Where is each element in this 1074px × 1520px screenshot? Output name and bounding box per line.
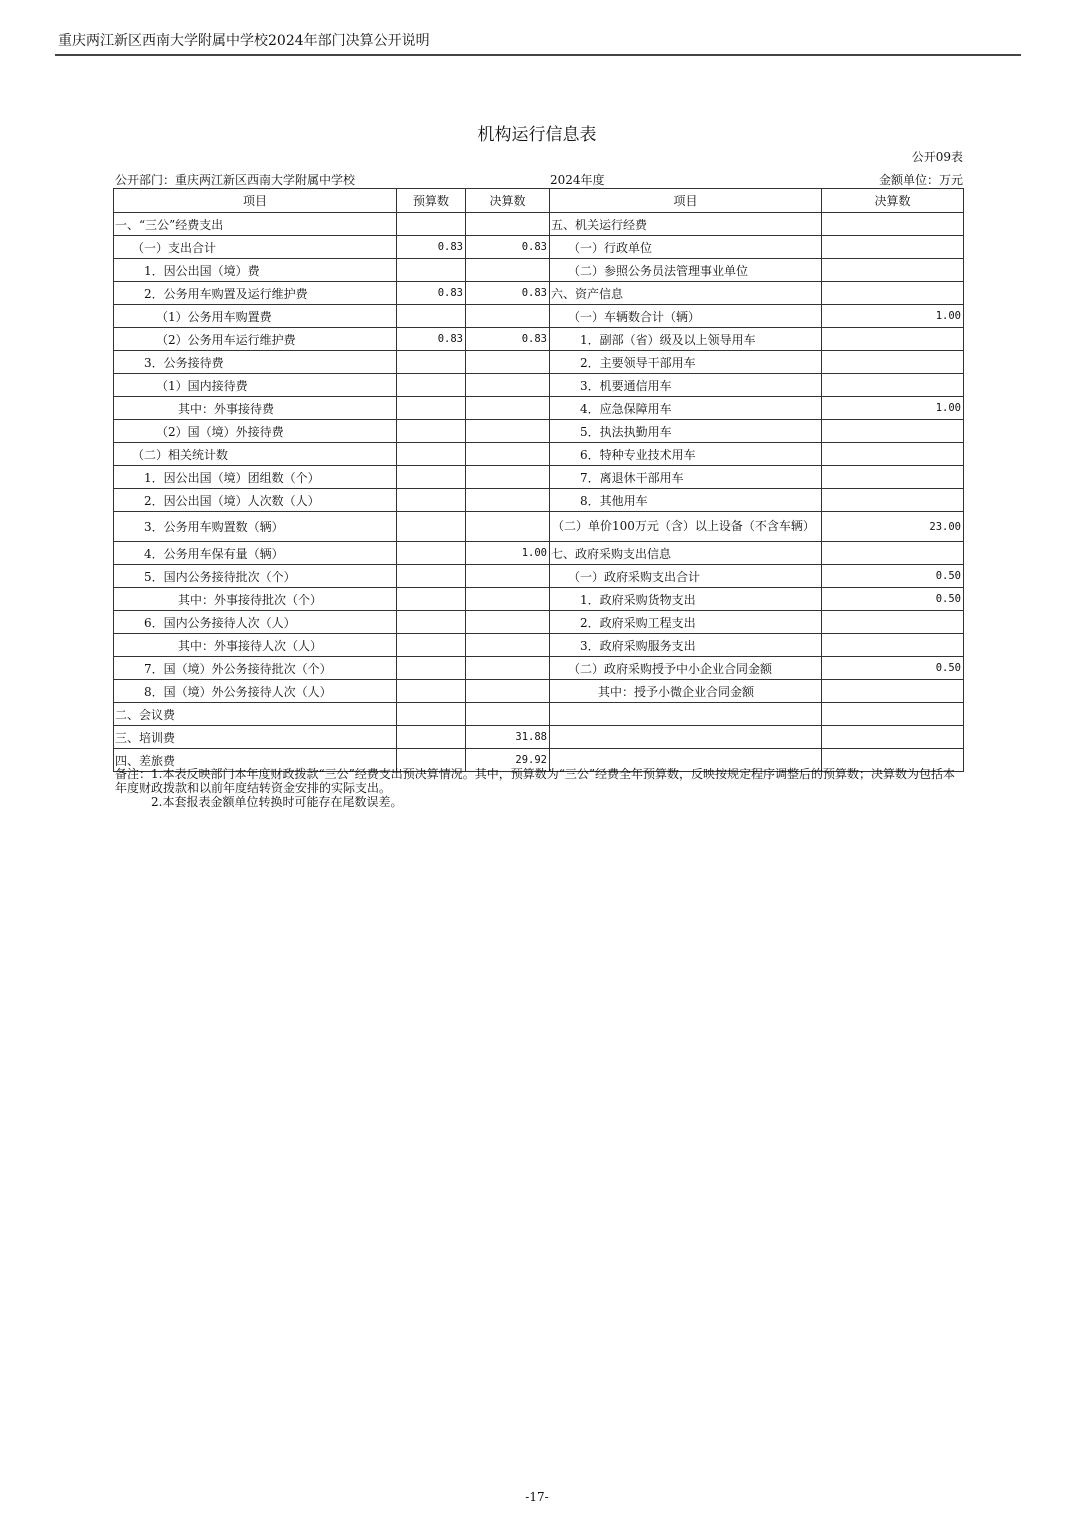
table-header-row <box>114 189 964 213</box>
budget-value: 0.83 <box>397 328 466 351</box>
table-row <box>114 351 964 374</box>
right-value <box>822 443 964 466</box>
table-row <box>114 236 964 259</box>
col-header-final: 决算数 <box>466 189 550 213</box>
right-item: （二）政府采购授予中小企业合同金额 <box>550 657 822 680</box>
right-value: 1.00 <box>822 397 964 420</box>
final-value <box>466 634 550 657</box>
table-notes <box>115 767 963 809</box>
table-row <box>114 512 964 542</box>
budget-value <box>397 420 466 443</box>
table-row <box>114 305 964 328</box>
table-row <box>114 328 964 351</box>
table-number: 公开09表 <box>911 150 963 164</box>
budget-value <box>397 588 466 611</box>
table-row <box>114 489 964 512</box>
right-value <box>822 351 964 374</box>
budget-value <box>397 611 466 634</box>
table-row <box>114 703 964 726</box>
budget-value <box>397 305 466 328</box>
col-header-item2: 项目 <box>550 189 822 213</box>
right-item: 8．其他用车 <box>550 489 822 512</box>
note-1: 备注：1.本表反映部门本年度财政拨款“三公”经费支出预决算情况。其中，预算数为“三公”经费全年预算数，反映按规定程序调整后的预算数；决算数为包括本年度财政拨款和以前年度结转资金安排的实际支出。 <box>115 767 955 795</box>
budget-value <box>397 565 466 588</box>
left-item: 3．公务用车购置数（辆） <box>114 512 397 542</box>
right-value <box>822 374 964 397</box>
budget-value <box>397 466 466 489</box>
left-item: 3．公务接待费 <box>114 351 397 374</box>
right-item: （一）行政单位 <box>550 236 822 259</box>
left-item: 四、差旅费 <box>114 749 397 772</box>
table-row <box>114 680 964 703</box>
budget-value <box>397 703 466 726</box>
final-value <box>466 351 550 374</box>
final-value <box>466 657 550 680</box>
left-item: 2．因公出国（境）人次数（人） <box>114 489 397 512</box>
right-value <box>822 466 964 489</box>
final-value <box>466 588 550 611</box>
right-item <box>550 703 822 726</box>
final-value <box>466 466 550 489</box>
left-item: 其中：外事接待费 <box>114 397 397 420</box>
right-item: 六、资产信息 <box>550 282 822 305</box>
left-item: （2）国（境）外接待费 <box>114 420 397 443</box>
left-item: 4．公务用车保有量（辆） <box>114 542 397 565</box>
table-row <box>114 213 964 236</box>
right-item: 2．主要领导干部用车 <box>550 351 822 374</box>
right-value <box>822 634 964 657</box>
final-value: 29.92 <box>466 749 550 772</box>
col-header-final2: 决算数 <box>822 189 964 213</box>
right-item: （二）参照公务员法管理事业单位 <box>550 259 822 282</box>
table-row <box>114 588 964 611</box>
budget-value: 0.83 <box>397 282 466 305</box>
page-header <box>55 28 1021 56</box>
table-row <box>114 611 964 634</box>
table-row <box>114 420 964 443</box>
final-value <box>466 420 550 443</box>
right-item: （二）单价100万元（含）以上设备（不含车辆） <box>550 512 822 542</box>
right-value <box>822 282 964 305</box>
right-value <box>822 726 964 749</box>
right-value <box>822 703 964 726</box>
left-item: 6．国内公务接待人次（人） <box>114 611 397 634</box>
budget-value <box>397 259 466 282</box>
table-row <box>114 657 964 680</box>
right-value <box>822 259 964 282</box>
final-value <box>466 443 550 466</box>
right-item: 3．政府采购服务支出 <box>550 634 822 657</box>
left-item: 2．公务用车购置及运行维护费 <box>114 282 397 305</box>
table-row <box>114 443 964 466</box>
final-value <box>466 512 550 542</box>
left-item: 1．因公出国（境）费 <box>114 259 397 282</box>
right-value: 1.00 <box>822 305 964 328</box>
left-item: （1）公务用车购置费 <box>114 305 397 328</box>
budget-value <box>397 512 466 542</box>
budget-value: 0.83 <box>397 236 466 259</box>
final-value <box>466 680 550 703</box>
right-item: 其中：授予小微企业合同金额 <box>550 680 822 703</box>
document-title: 重庆两江新区西南大学附属中学校2024年部门决算公开说明 <box>58 33 430 49</box>
right-item: 1．副部（省）级及以上领导用车 <box>550 328 822 351</box>
right-value <box>822 542 964 565</box>
right-item: 6．特种专业技术用车 <box>550 443 822 466</box>
right-item: 五、机关运行经费 <box>550 213 822 236</box>
right-value: 0.50 <box>822 588 964 611</box>
table-row <box>114 397 964 420</box>
final-value: 31.88 <box>466 726 550 749</box>
col-header-item: 项目 <box>114 189 397 213</box>
page-number: -17- <box>525 1490 549 1504</box>
unit-label: 金额单位：万元 <box>878 173 963 187</box>
final-value <box>466 703 550 726</box>
budget-value <box>397 443 466 466</box>
right-item: 3．机要通信用车 <box>550 374 822 397</box>
table-row <box>114 542 964 565</box>
left-item: 7．国（境）外公务接待批次（个） <box>114 657 397 680</box>
left-item: 1．因公出国（境）团组数（个） <box>114 466 397 489</box>
final-value: 0.83 <box>466 282 550 305</box>
right-value: 23.00 <box>822 512 964 542</box>
left-item: 二、会议费 <box>114 703 397 726</box>
table-row <box>114 374 964 397</box>
table-row <box>114 259 964 282</box>
left-item: 其中：外事接待人次（人） <box>114 634 397 657</box>
budget-value <box>397 680 466 703</box>
final-value: 0.83 <box>466 328 550 351</box>
right-value <box>822 213 964 236</box>
right-item: 七、政府采购支出信息 <box>550 542 822 565</box>
budget-value <box>397 657 466 680</box>
final-value <box>466 397 550 420</box>
budget-value <box>397 374 466 397</box>
right-item: （一）政府采购支出合计 <box>550 565 822 588</box>
col-header-budget: 预算数 <box>397 189 466 213</box>
right-value <box>822 328 964 351</box>
right-item: （一）车辆数合计（辆） <box>550 305 822 328</box>
left-item: （二）相关统计数 <box>114 443 397 466</box>
left-item: 三、培训费 <box>114 726 397 749</box>
left-item: 8．国（境）外公务接待人次（人） <box>114 680 397 703</box>
final-value <box>466 611 550 634</box>
right-item: 7．离退休干部用车 <box>550 466 822 489</box>
budget-value <box>397 213 466 236</box>
right-item: 1．政府采购货物支出 <box>550 588 822 611</box>
budget-value <box>397 726 466 749</box>
right-value <box>822 420 964 443</box>
right-item: 2．政府采购工程支出 <box>550 611 822 634</box>
final-value <box>466 259 550 282</box>
note-2: 2.本套报表金额单位转换时可能存在尾数误差。 <box>151 795 403 809</box>
right-value <box>822 489 964 512</box>
right-item: 4．应急保障用车 <box>550 397 822 420</box>
budget-value <box>397 397 466 420</box>
left-item: （一）支出合计 <box>114 236 397 259</box>
table-row <box>114 282 964 305</box>
budget-value <box>397 634 466 657</box>
right-value: 0.50 <box>822 565 964 588</box>
right-value <box>822 236 964 259</box>
table-title: 机构运行信息表 <box>477 125 597 145</box>
left-item: 一、“三公”经费支出 <box>114 213 397 236</box>
left-item: （2）公务用车运行维护费 <box>114 328 397 351</box>
right-value: 0.50 <box>822 657 964 680</box>
final-value: 1.00 <box>466 542 550 565</box>
year-label: 2024年度 <box>550 173 605 187</box>
left-item: 其中：外事接待批次（个） <box>114 588 397 611</box>
left-item: （1）国内接待费 <box>114 374 397 397</box>
final-value <box>466 213 550 236</box>
final-value <box>466 489 550 512</box>
table-row <box>114 565 964 588</box>
final-value <box>466 305 550 328</box>
budget-value <box>397 489 466 512</box>
table-row <box>114 726 964 749</box>
right-value <box>822 611 964 634</box>
table-row <box>114 634 964 657</box>
budget-value <box>397 542 466 565</box>
final-value <box>466 374 550 397</box>
department-label: 公开部门：重庆两江新区西南大学附属中学校 <box>115 173 356 187</box>
final-value: 0.83 <box>466 236 550 259</box>
table-row <box>114 466 964 489</box>
right-item: 5．执法执勤用车 <box>550 420 822 443</box>
budget-value <box>397 351 466 374</box>
final-value <box>466 565 550 588</box>
left-item: 5．国内公务接待批次（个） <box>114 565 397 588</box>
info-table <box>113 188 964 772</box>
right-value <box>822 680 964 703</box>
right-item <box>550 726 822 749</box>
